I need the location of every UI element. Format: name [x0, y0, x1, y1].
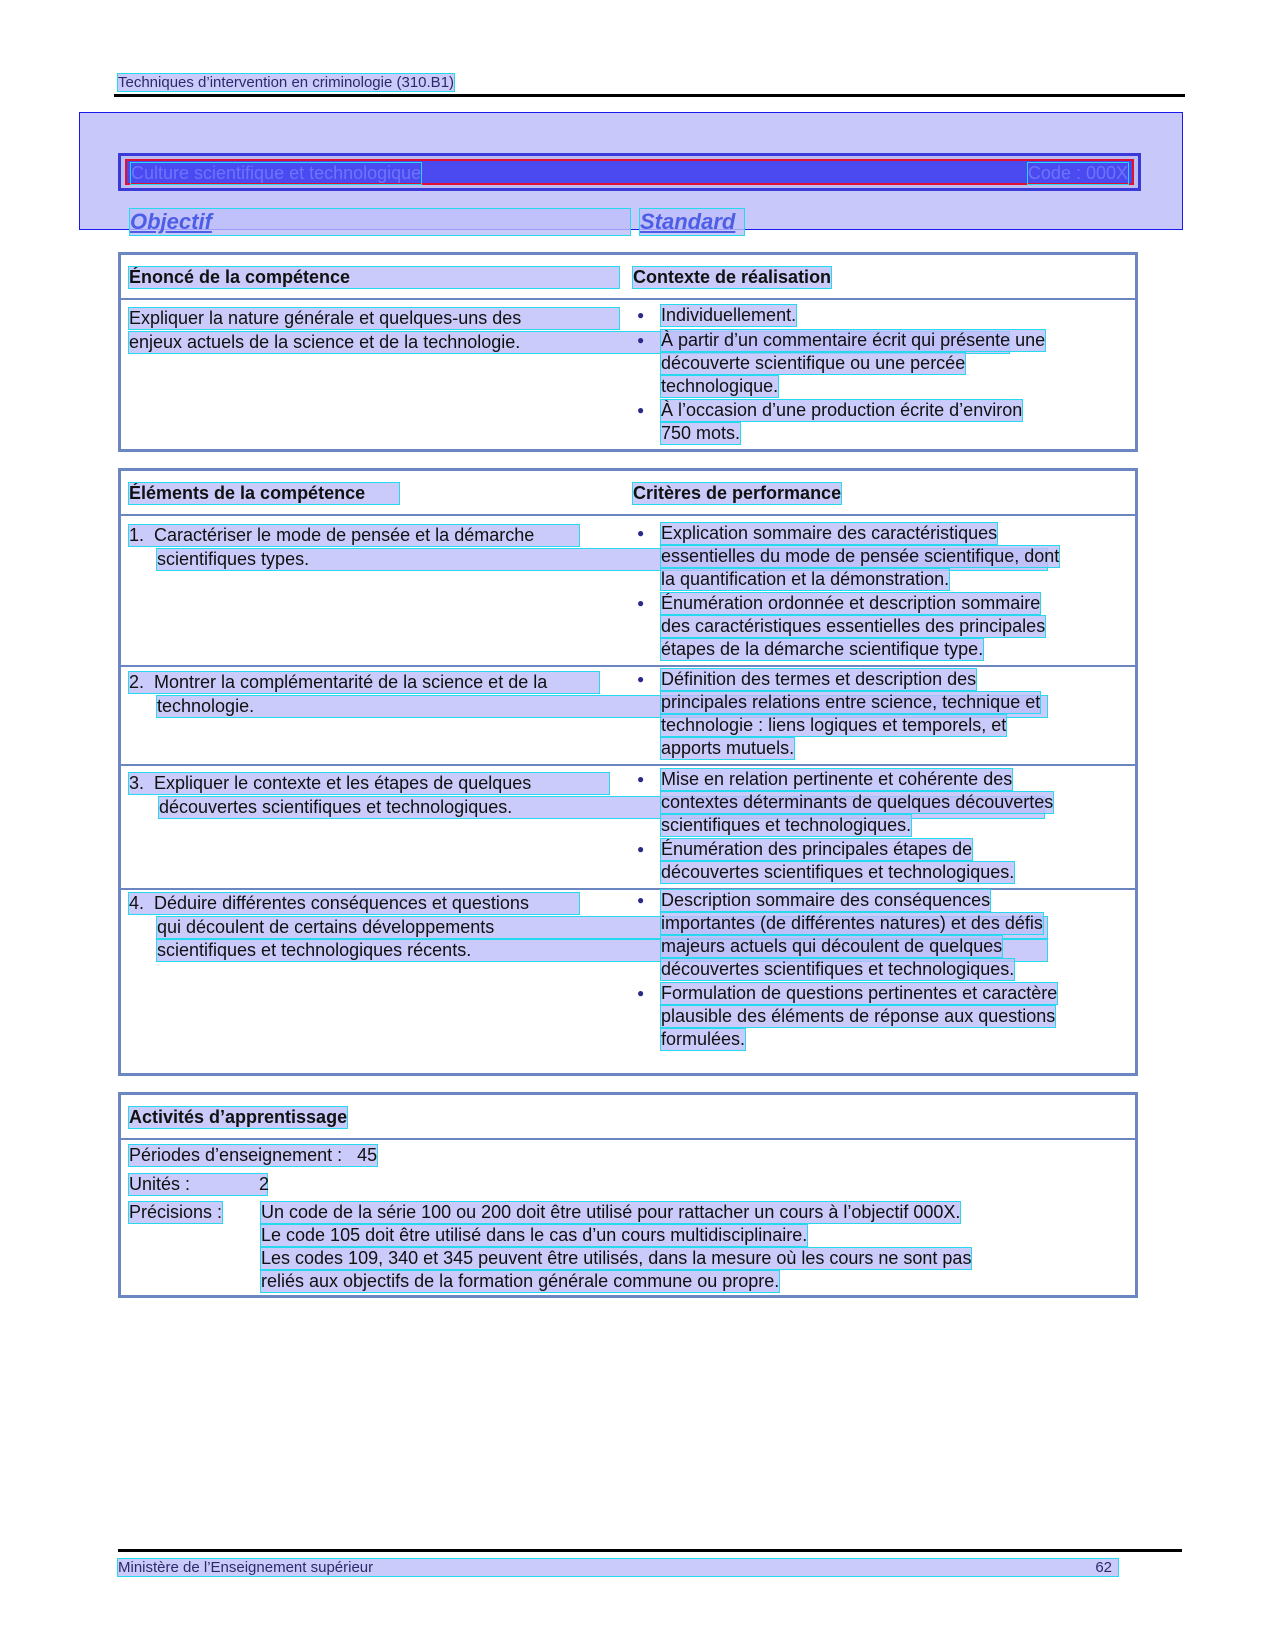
criterion-line: Explication sommaire des caractéristiques: [661, 523, 998, 543]
bullet-icon: ●: [637, 772, 645, 786]
context-item-cont: 750 mots.: [661, 423, 741, 443]
criterion-line: découvertes scientifiques et technologiques.: [661, 959, 1015, 979]
elements-table: [118, 468, 1138, 1076]
criteria-heading: Critères de performance: [633, 483, 842, 503]
criterion-line: essentielles du mode de pensée scientifique, dont: [661, 546, 1060, 566]
criterion-line: Énumération des principales étapes de: [661, 839, 973, 859]
periods-label: Périodes d’enseignement :: [129, 1145, 343, 1165]
criterion-line: la quantification et la démonstration.: [661, 569, 950, 589]
page-number: 62: [1095, 1559, 1112, 1576]
bullet-icon: ●: [637, 333, 645, 347]
units-row: [129, 1174, 270, 1195]
footer-ministry-text: Ministère de l’Enseignement supérieur: [118, 1559, 374, 1576]
criterion-line: technologie : liens logiques et temporels, et: [661, 715, 1007, 735]
element-text: Déduire différentes conséquences et questions: [154, 893, 529, 913]
element-number: 3.: [129, 773, 145, 793]
criterion-line: formulées.: [661, 1029, 746, 1049]
element-line-cont: scientifiques types.: [157, 549, 1047, 570]
criterion-line: Mise en relation pertinente et cohérente des: [661, 769, 1013, 789]
bullet-icon: ●: [637, 308, 645, 322]
header-rule: [114, 94, 1185, 97]
element-line-cont: découvertes scientifiques et technologiques.: [159, 797, 1044, 818]
units-value: 2: [259, 1174, 270, 1194]
bullet-icon: ●: [637, 403, 645, 417]
footer-rule: [118, 1549, 1182, 1552]
context-item: À l’occasion d’une production écrite d’environ: [661, 400, 1023, 420]
element-line-cont: qui découlent de certains développements: [157, 917, 1047, 938]
bullet-icon: ●: [637, 842, 645, 856]
context-heading: Contexte de réalisation: [633, 267, 832, 287]
precisions-label: Précisions :: [129, 1202, 223, 1222]
competence-statement-line: enjeux actuels de la science et de la technologie.: [129, 332, 1009, 353]
subject-title-bar: [118, 153, 1141, 191]
precision-line: Les codes 109, 340 et 345 peuvent être utilisés, dans la mesure où les cours ne sont pas: [261, 1248, 972, 1268]
criterion-line: plausible des éléments de réponse aux questions: [661, 1006, 1056, 1026]
criterion-line: Description sommaire des conséquences: [661, 890, 991, 910]
elements-heading: Éléments de la compétence: [129, 483, 399, 504]
element-line: [129, 893, 579, 914]
precision-line: Le code 105 doit être utilisé dans le cas d’un cours multidisciplinaire.: [261, 1225, 808, 1245]
criterion-line: découvertes scientifiques et technologiques.: [661, 862, 1015, 882]
competence-table: [118, 252, 1138, 452]
activities-table: [118, 1092, 1138, 1298]
criterion-line: des caractéristiques essentielles des principales: [661, 616, 1046, 636]
context-item-cont: technologique.: [661, 376, 779, 396]
criterion-line: scientifiques et technologiques.: [661, 815, 912, 835]
criterion-line: principales relations entre science, technique et: [661, 692, 1041, 712]
element-number: 4.: [129, 893, 145, 913]
context-item: Individuellement.: [661, 305, 797, 325]
row-divider: [121, 665, 1135, 667]
footer-ministry: [118, 1559, 1118, 1576]
criterion-line: Définition des termes et description des: [661, 669, 977, 689]
competence-statement-heading: Énoncé de la compétence: [129, 267, 619, 288]
bullet-icon: ●: [637, 596, 645, 610]
activities-heading: Activités d’apprentissage: [129, 1107, 348, 1127]
element-text: Expliquer le contexte et les étapes de quelques: [154, 773, 532, 793]
element-line-cont: scientifiques et technologiques récents.: [157, 940, 1047, 961]
periods-row: [129, 1145, 377, 1166]
bullet-icon: ●: [637, 986, 645, 1000]
bullet-icon: ●: [637, 672, 645, 686]
element-line-cont: technologie.: [157, 696, 1047, 717]
element-text: Caractériser le mode de pensée et la démarche: [154, 525, 535, 545]
objectif-heading: Objectif: [130, 209, 630, 235]
criterion-line: importantes (de différentes natures) et des défis: [661, 913, 1043, 933]
subject-title: Culture scientifique et technologique: [131, 163, 422, 183]
criterion-line: contextes déterminants de quelques découvertes: [661, 792, 1054, 812]
criterion-line: Formulation de questions pertinentes et caractère: [661, 983, 1058, 1003]
bullet-icon: ●: [637, 526, 645, 540]
context-item: À partir d’un commentaire écrit qui présente une: [661, 330, 1046, 350]
periods-value: 45: [357, 1145, 378, 1165]
element-line: [129, 672, 599, 693]
units-label: Unités :: [129, 1174, 191, 1194]
criterion-line: apports mutuels.: [661, 738, 795, 758]
row-divider: [121, 764, 1135, 766]
criterion-line: Énumération ordonnée et description sommaire: [661, 593, 1041, 613]
criterion-line: majeurs actuels qui découlent de quelques: [661, 936, 1003, 956]
subject-code: Code : 000X: [1027, 163, 1128, 183]
document-header: Techniques d’intervention en criminologie (310.B1): [118, 74, 455, 91]
element-line: [129, 525, 579, 546]
standard-heading: Standard: [640, 209, 744, 235]
precision-line: Un code de la série 100 ou 200 doit être utilisé pour rattacher un cours à l’objectif 000X.: [261, 1202, 961, 1222]
element-number: 2.: [129, 672, 145, 692]
element-text: Montrer la complémentarité de la science et de la: [154, 672, 548, 692]
element-line: [129, 773, 609, 794]
competence-statement-line: Expliquer la nature générale et quelques-uns des: [129, 308, 619, 329]
criterion-line: étapes de la démarche scientifique type.: [661, 639, 984, 659]
context-item-cont: découverte scientifique ou une percée: [661, 353, 966, 373]
precision-line: reliés aux objectifs de la formation générale commune ou propre.: [261, 1271, 780, 1291]
element-number: 1.: [129, 525, 145, 545]
bullet-icon: ●: [637, 893, 645, 907]
